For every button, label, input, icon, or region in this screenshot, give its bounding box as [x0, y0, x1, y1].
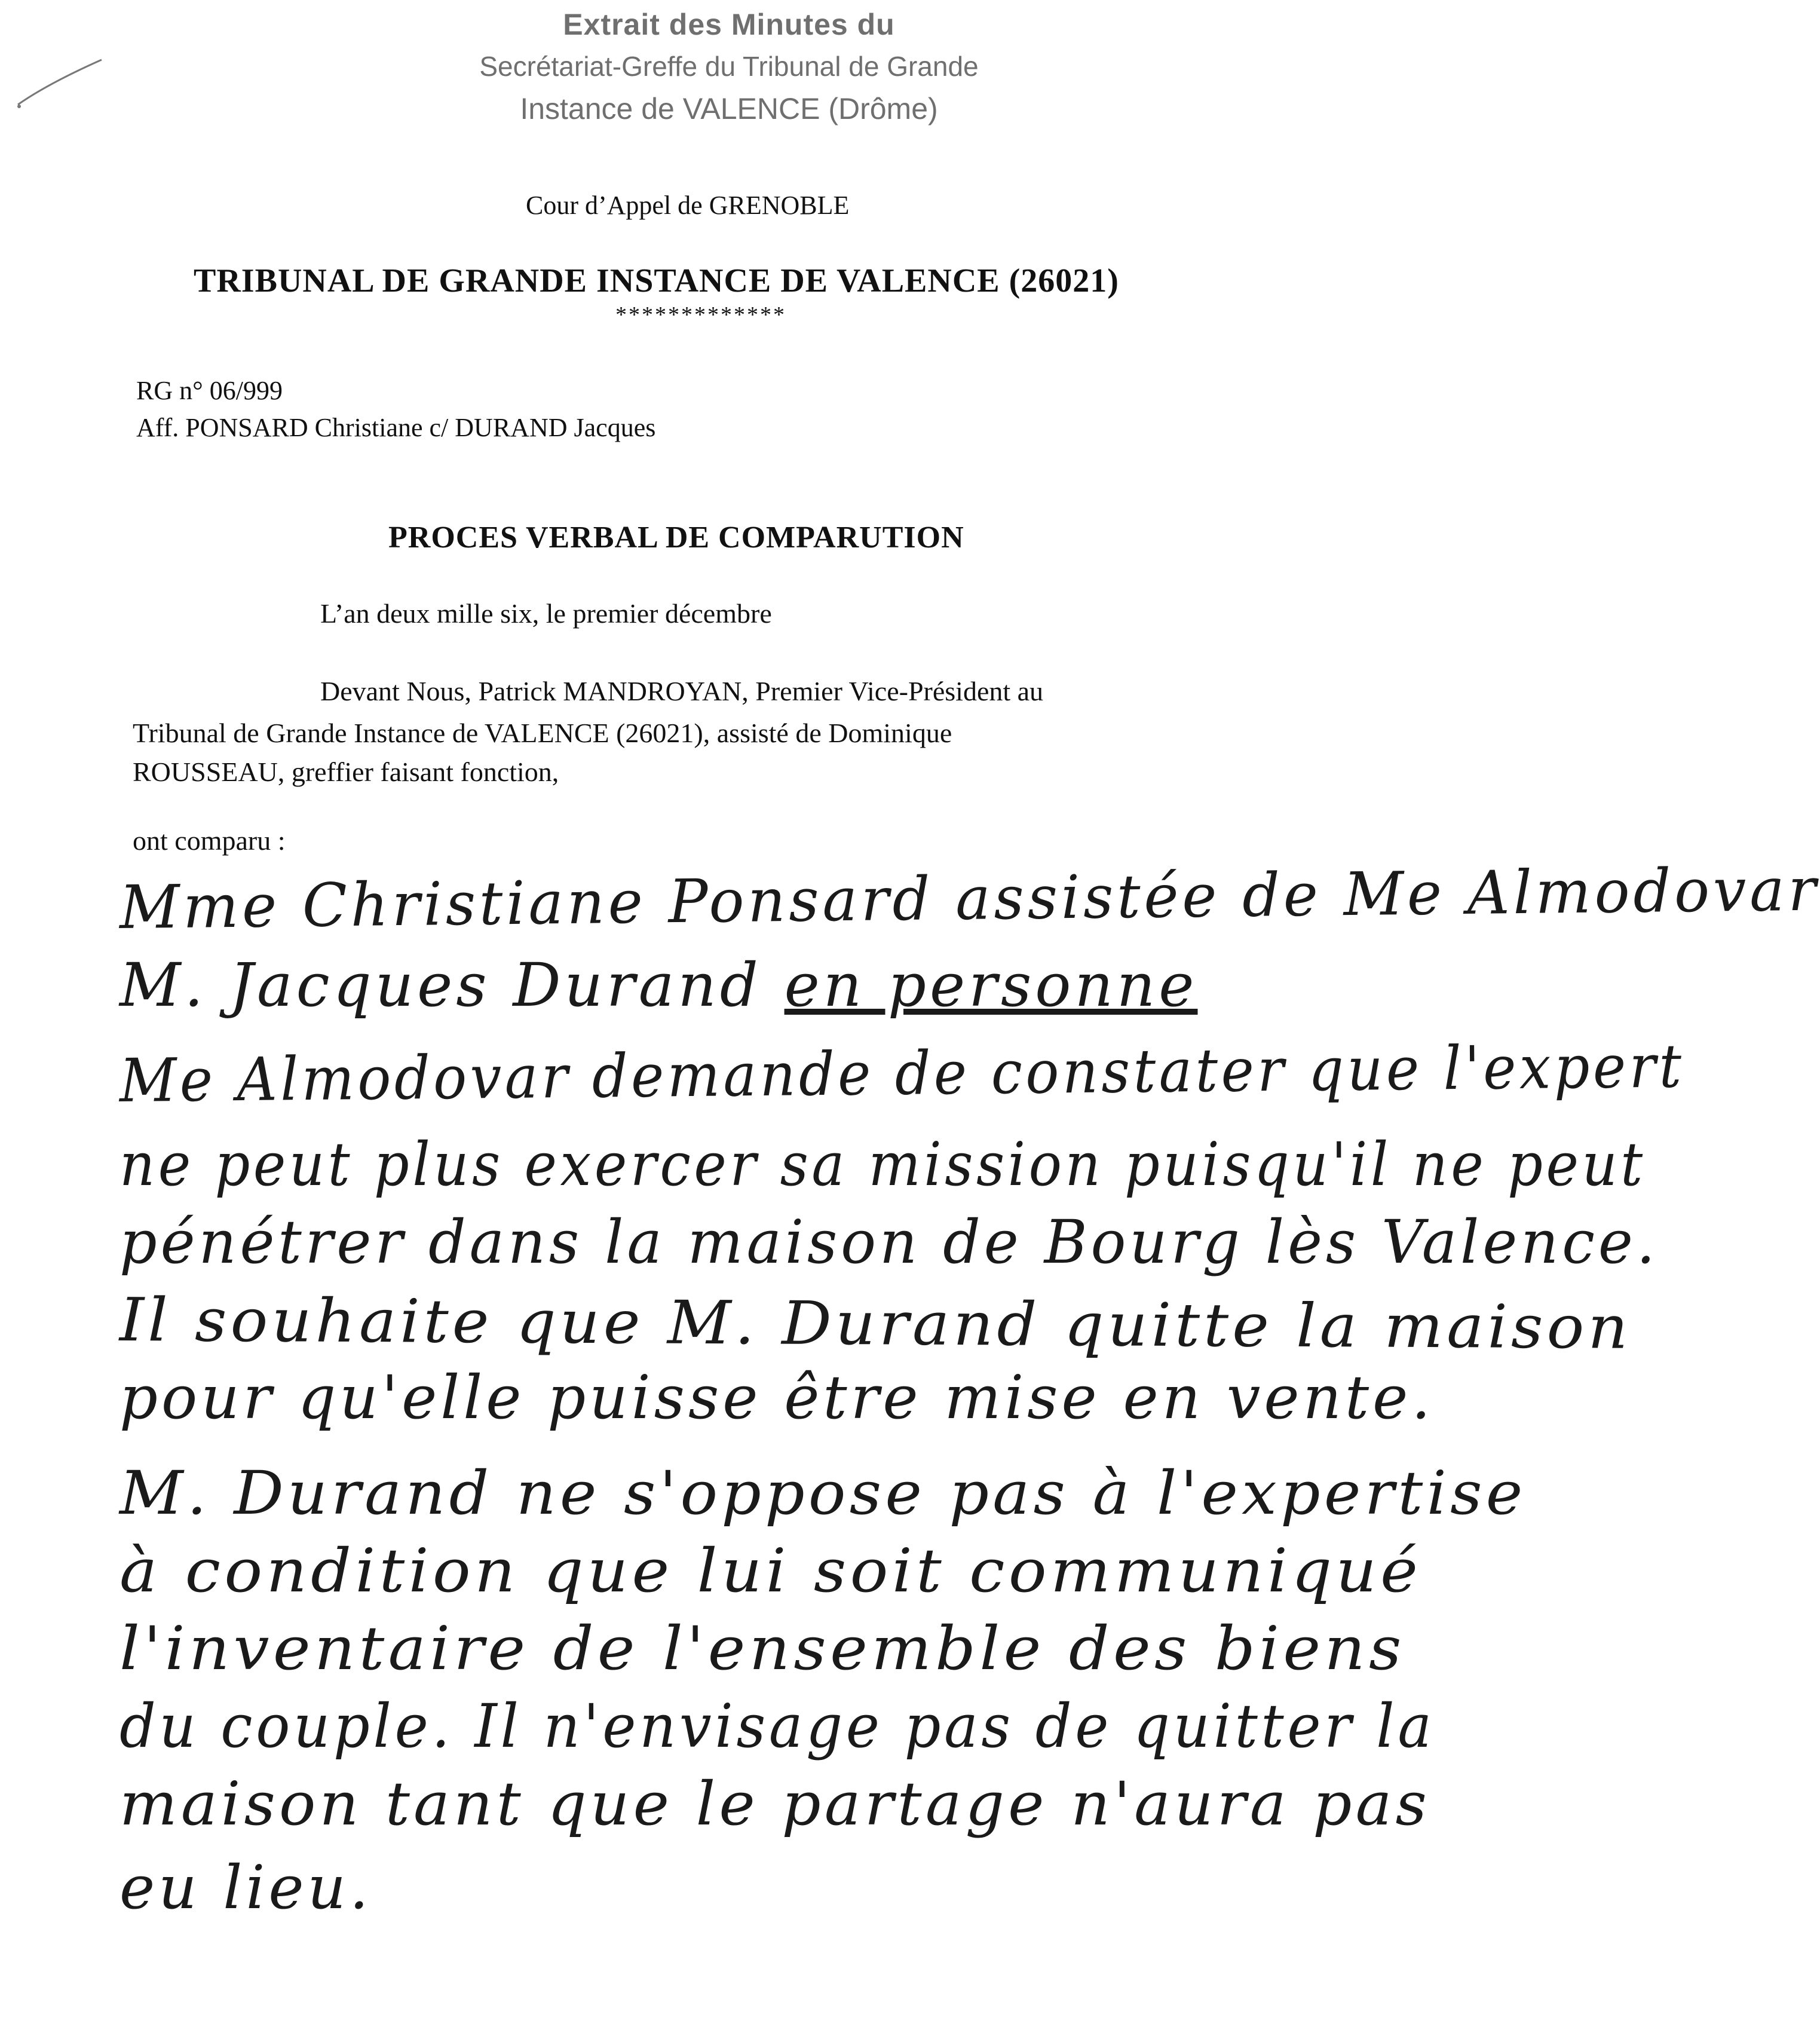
handwritten-line: pénétrer dans la maison de Bourg lès Valence.	[120, 1207, 1659, 1277]
handwritten-line: à condition que lui soit communiqué	[120, 1536, 1422, 1606]
ont-comparu-label: ont comparu :	[133, 825, 286, 856]
handwritten-line: Mme Christiane Ponsard assistée de Me Almodovar	[119, 854, 1820, 942]
handwritten-line: pour qu'elle puisse être mise en vente.	[120, 1363, 1435, 1432]
court-name: Cour d’Appel de GRENOBLE	[526, 191, 850, 220]
handwritten-line: Me Almodovar demande de constater que l'expert	[119, 1031, 1686, 1116]
handwritten-line: ne peut plus exercer sa mission puisqu'il ne peut	[120, 1129, 1646, 1199]
paragraph-line-2: Tribunal de Grande Instance de VALENCE (26021), assisté de Dominique	[133, 718, 952, 748]
stamp-line-2: Secrétariat-Greffe du Tribunal de Grande	[479, 51, 979, 82]
tribunal-title: TRIBUNAL DE GRANDE INSTANCE DE VALENCE (26021)	[194, 262, 1119, 299]
case-parties: Aff. PONSARD Christiane c/ DURAND Jacques	[136, 413, 656, 442]
handwritten-text: M. Jacques Durand	[120, 950, 785, 1020]
stamp-line-1: Extrait des Minutes du	[563, 8, 895, 41]
handwritten-line: du couple. Il n'envisage pas de quitter la	[120, 1691, 1435, 1761]
pen-stroke-mark	[12, 48, 108, 114]
handwritten-line: Il souhaite que M. Durand quitte la maison	[119, 1285, 1632, 1363]
handwritten-underlined-text: en personne	[784, 950, 1198, 1020]
stamp-line-3: Instance de VALENCE (Drôme)	[520, 92, 938, 125]
paragraph-line-1: Devant Nous, Patrick MANDROYAN, Premier Vice-Président au	[320, 676, 1044, 706]
handwritten-line: maison tant que le partage n'aura pas	[120, 1769, 1430, 1839]
greffe-stamp	[442, 4, 1016, 130]
handwritten-line: M. Durand ne s'oppose pas à l'expertise	[120, 1458, 1527, 1528]
handwritten-line: l'inventaire de l'ensemble des biens	[120, 1614, 1405, 1683]
document-title: PROCES VERBAL DE COMPARUTION	[388, 521, 964, 555]
case-number: RG n° 06/999	[136, 376, 283, 405]
paragraph-line-3: ROUSSEAU, greffier faisant fonction,	[133, 757, 559, 787]
handwritten-line: eu lieu.	[120, 1853, 372, 1922]
document-date: L’an deux mille six, le premier décembre	[320, 598, 772, 629]
separator-stars: *************	[615, 302, 786, 327]
handwritten-line	[120, 950, 1197, 1020]
